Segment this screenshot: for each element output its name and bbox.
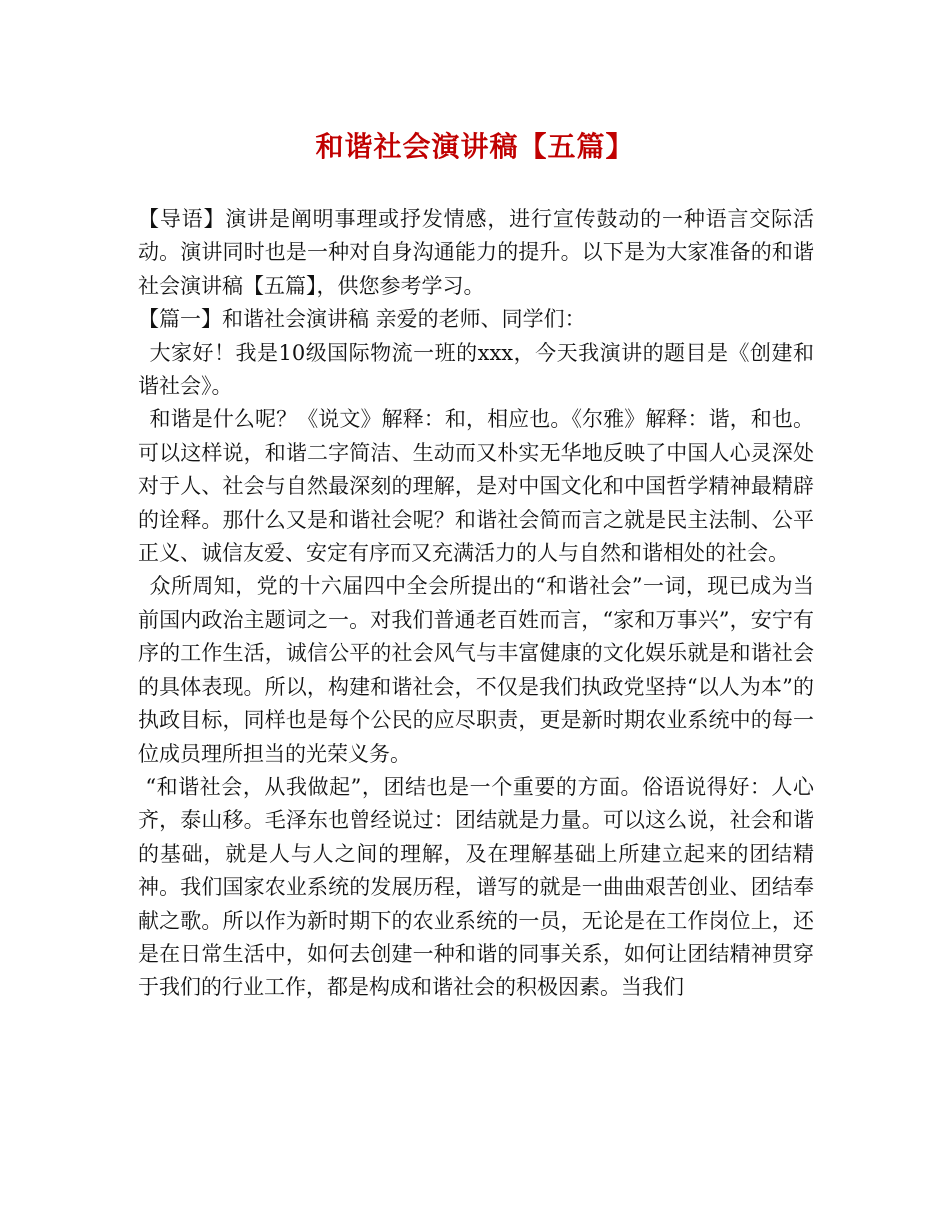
- body-paragraph: 众所周知，党的十六届四中全会所提出的“和谐社会”一词，现已成为当前国内政治主题词之一。对我们普通老百姓而言，“家和万事兴”，安宁有序的工作生活，诚信公平的社会风气与丰富健康的文化娱乐就是和谐社会的具体表现。所以，构建和谐社会，不仅是我们执政党坚持“以人为本”的执政目标，同样也是每个公民的应尽职责，更是新时期农业系统中的每一位成员理所担当的光荣义务。: [138, 574, 814, 766]
- body-paragraph: “和谐社会，从我做起”，团结也是一个重要的方面。俗语说得好：人心齐，泰山移。毛泽东也曾经说过：团结就是力量。可以这么说，社会和谐的基础，就是人与人之间的理解，及在理解基础上所建立起来的团结精神。我们国家农业系统的发展历程，谱写的就是一曲曲艰苦创业、团结奉献之歌。所以作为新时期下的农业系统的一员，无论是在工作岗位上，还是在日常生活中，如何去创建一种和谐的同事关系，如何让团结精神贯穿于我们的行业工作，都是构成和谐社会的积极因素。当我们: [138, 774, 814, 1000]
- document-body: [138, 203, 814, 1005]
- section-heading: 【篇一】和谐社会演讲稿 亲爱的老师、同学们：: [138, 307, 586, 332]
- intro-paragraph: 【导语】演讲是阐明事理或抒发情感，进行宣传鼓动的一种语言交际活动。演讲同时也是一种对自身沟通能力的提升。以下是为大家准备的和谐社会演讲稿【五篇】，供您参考学习。: [138, 207, 814, 298]
- body-paragraph: 和谐是什么呢？《说文》解释：和，相应也。《尔雅》解释：谐，和也。可以这样说，和谐二字简洁、生动而又朴实无华地反映了中国人心灵深处对于人、社会与自然最深刻的理解，是对中国文化和中国哲学精神最精辟的诠释。那什么又是和谐社会呢？和谐社会简而言之就是民主法制、公平正义、诚信友爱、安定有序而又充满活力的人与自然和谐相处的社会。: [138, 407, 814, 566]
- document-title: 和谐社会演讲稿【五篇】: [315, 130, 635, 163]
- greeting-paragraph: 大家好！我是10级国际物流一班的xxx，今天我演讲的题目是《创建和谐社会》。: [138, 340, 814, 399]
